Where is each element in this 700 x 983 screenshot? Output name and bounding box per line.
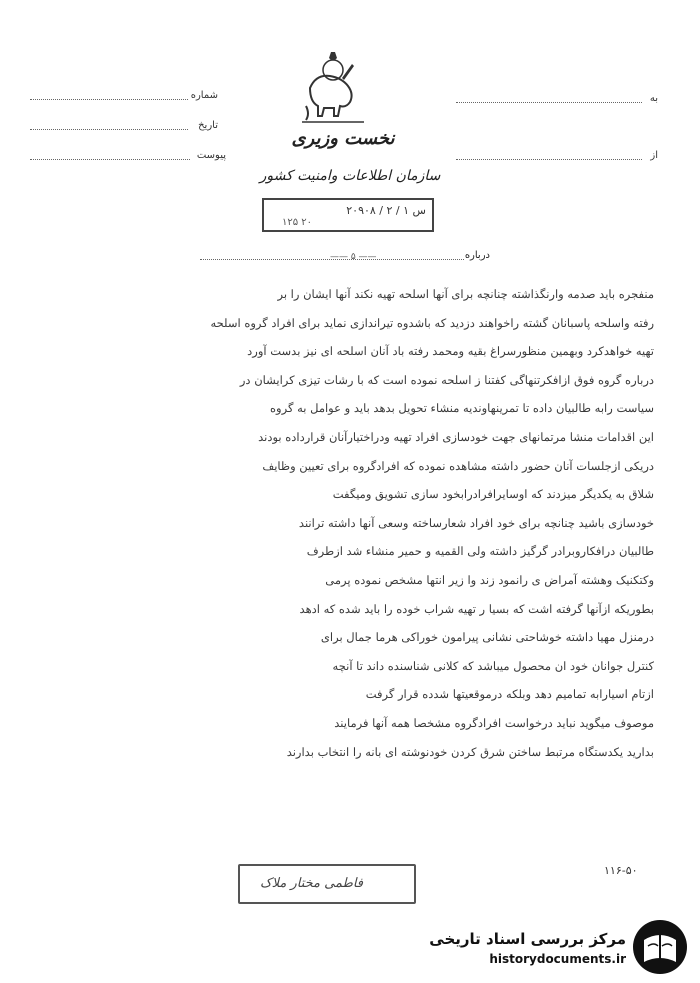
attachment-field [30, 150, 226, 166]
document-body [34, 280, 654, 766]
watermark-url: historydocuments.ir [489, 952, 626, 966]
body-line: وکتکنیک وهشته آمراض ی رانمود زند وا زیر انتها مشخص نموده پرمی [325, 572, 654, 587]
from-label: از [650, 150, 658, 161]
organization-name: سازمان اطلاعات وامنیت کشور [259, 168, 441, 184]
subject-dash: —— ۵ —— [330, 252, 377, 262]
date-field [30, 120, 218, 136]
lion-and-sun-emblem-icon [298, 48, 368, 126]
attachment-label: پیوست [196, 150, 226, 161]
to-label: به [649, 93, 658, 104]
body-line: این اقدامات منشا مرتمانهای جهت خودسازی افراد تهیه ودراختیارآنان قرارداده بودند [258, 429, 654, 444]
body-line: سیاست رابه طالبیان داده تا تمرینهاوندیه منشاء تحویل بدهد باید و عوامل به گروه [270, 401, 654, 416]
body-line: دریکی ازجلسات آنان حضور داشته مشاهده نموده که افرادگروه برای تعیین وظایف [262, 458, 654, 473]
body-line: بطوریکه ازآنها گرفته اشت که بسیا ر تهیه شراب خوده را باید شده که ادهد [299, 601, 654, 616]
reference-stamp-subtext: ۱۲۵ ۲۰ [282, 217, 313, 228]
ministry-title: نخست وزیری [291, 128, 395, 149]
body-line: شلاق به یکدیگر میزدند که اوسایرافرادرابخود سازی تشویق ومیگفت [332, 487, 654, 502]
body-line: درباره گروه فوق ازافکرتنهاگی کفتنا ز اسلحه نموده است که با رشات تیزی کرایشان در [239, 372, 654, 387]
subject-label: درباره [464, 250, 490, 261]
signature-stamp [238, 864, 416, 904]
body-line: بدارید یکدستگاه مرتبط ساختن شرق کردن خودنوشته ای بانه را انتخاب بدارند [286, 744, 654, 759]
body-line: رفته واسلحه پاسبانان گشته راخواهند دزدید که باشدوه تیراندازی نماید برای افراد گروه اسلحه [210, 315, 654, 330]
subject-field [200, 250, 490, 266]
body-line: طالبیان درافکاروبرادر گرگیز داشته ولی القمیه و حمیر منشاء شد ازطرف [306, 544, 654, 559]
reference-stamp [262, 198, 434, 232]
body-line: تهیه خواهدکرد وبهمین منظورسراغ بقیه ومحمد رفته باد آنان اسلحه ای نیز بدست آورد [247, 344, 654, 359]
archive-logo-icon [630, 918, 690, 976]
number-field [30, 90, 218, 106]
body-line: ازتام اسیارابه تمامیم دهد وبلکه درموقعیتها شدده قرار گرفت [365, 687, 654, 702]
body-line: خودسازی باشید چنانچه برای خود افراد شعارساخته وسعی آنها داشته ترانند [298, 515, 654, 530]
date-label: تاریخ [198, 120, 218, 131]
body-line: موصوف میگوید نباید درخواست افرادگروه مشخصا همه آنها فرمایند [334, 715, 654, 730]
watermark-title: مرکز بررسی اسناد تاریخی [429, 930, 626, 948]
body-line: کنترل جوانان خود ان محصول میباشد که کلانی شناسنده داند تا آنچه [332, 658, 654, 673]
document-number: ۱۱۶-۵۰ [604, 864, 638, 877]
number-label: شماره [190, 90, 218, 101]
body-line: منفجره باید صدمه وارنگذاشته چنانچه برای آنها اسلحه تهیه نکند آنها ایشان را بر [277, 287, 654, 301]
from-field [456, 150, 658, 166]
reference-stamp-text: س ۱ / ۲ / ۲۰۹۰۸ [346, 204, 426, 217]
body-line: درمنزل مهیا داشته خوشاحتی نشانی پیرامون خوراکی هرما جمال برای [320, 630, 654, 645]
to-field [456, 93, 658, 109]
signature-stamp-text: فاطمی مختار ملاک [260, 876, 364, 891]
